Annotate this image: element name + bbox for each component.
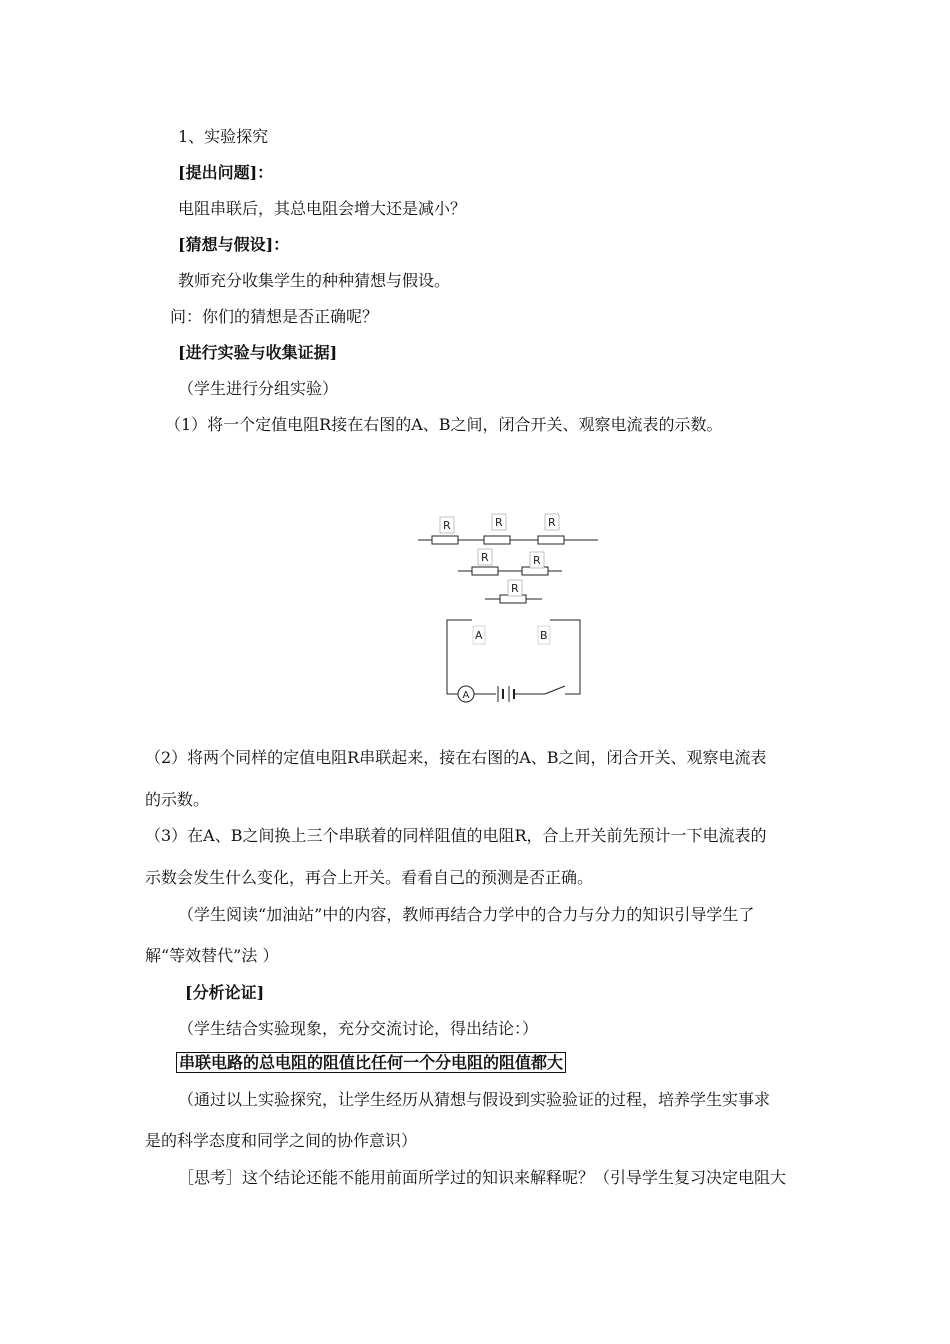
question-heading: [提出问题]： (178, 163, 274, 182)
circuit-loop (447, 620, 580, 694)
question-text: 电阻串联后，其总电阻会增大还是减小？ (178, 199, 467, 218)
summary-line-2: 是的科学态度和同学之间的协作意识） (145, 1131, 418, 1150)
step-2-line-2: 的示数。 (145, 790, 210, 809)
resistor-row-three (418, 536, 598, 544)
step-1: （1）将一个定值电阻R接在右图的A、B之间，闭合开关、观察电流表的示数。 (165, 415, 723, 434)
resistor-label: R (481, 551, 489, 564)
ammeter-symbol (458, 686, 474, 702)
circuit-diagram (410, 505, 610, 710)
ammeter-label: A (462, 690, 470, 701)
step-3-line-2: 示数会发生什么变化，再合上开关。看看自己的预测是否正确。 (145, 868, 594, 887)
resistor-row-two (458, 567, 562, 575)
terminal-b (538, 626, 550, 644)
experiment-heading: [进行实验与收集证据] (178, 343, 338, 362)
thinking-text: ［思考］这个结论还能不能用前面所学过的知识来解释呢？（引导学生复习决定电阻大 (178, 1168, 787, 1187)
switch-symbol (545, 686, 570, 694)
hypothesis-text: 教师充分收集学生的种种猜想与假设。 (178, 271, 451, 290)
step-3-line-1: （3）在A、B之间换上三个串联着的同样阻值的电阻R，合上开关前先预计一下电流表的 (145, 826, 767, 845)
conclusion-text: 串联电路的总电阻的阻值比任何一个分电阻的阻值都大 (176, 1052, 566, 1073)
conclusion-wrapper (176, 1053, 566, 1073)
resistor-label-group-3 (508, 580, 522, 596)
resistor-label-group-1 (440, 514, 559, 533)
resistor-label: R (533, 554, 541, 567)
terminal-a-label: A (475, 629, 483, 642)
resistor-label: R (443, 519, 451, 532)
resistor-label: R (511, 582, 519, 595)
terminal-b-label: B (540, 629, 548, 642)
step-2-line-1: （2）将两个同样的定值电阻R串联起来，接在右图的A、B之间，闭合开关、观察电流表 (145, 748, 767, 767)
analysis-note: （学生结合实验现象，充分交流讨论，得出结论：） (178, 1019, 539, 1038)
analysis-heading: [分析论证] (185, 983, 265, 1002)
summary-line-1: （通过以上实验探究，让学生经历从猜想与假设到实验验证的过程，培养学生实事求 (178, 1090, 771, 1109)
hypothesis-heading: [猜想与假设]： (178, 235, 290, 254)
resistor-label-group-2 (478, 549, 544, 568)
terminal-a (473, 626, 485, 644)
experiment-note: （学生进行分组实验） (178, 379, 339, 398)
reading-line-1: （学生阅读“加油站”中的内容，教师再结合力学中的合力与分力的知识引导学生了 (178, 905, 755, 924)
ask-text: 问：你们的猜想是否正确呢？ (170, 307, 379, 326)
section-title: 1、实验探究 (178, 127, 269, 146)
resistor-label: R (548, 516, 556, 529)
reading-line-2: 解“等效替代”法 ） (145, 946, 279, 965)
resistor-label: R (495, 516, 503, 529)
battery-symbol (498, 686, 520, 702)
